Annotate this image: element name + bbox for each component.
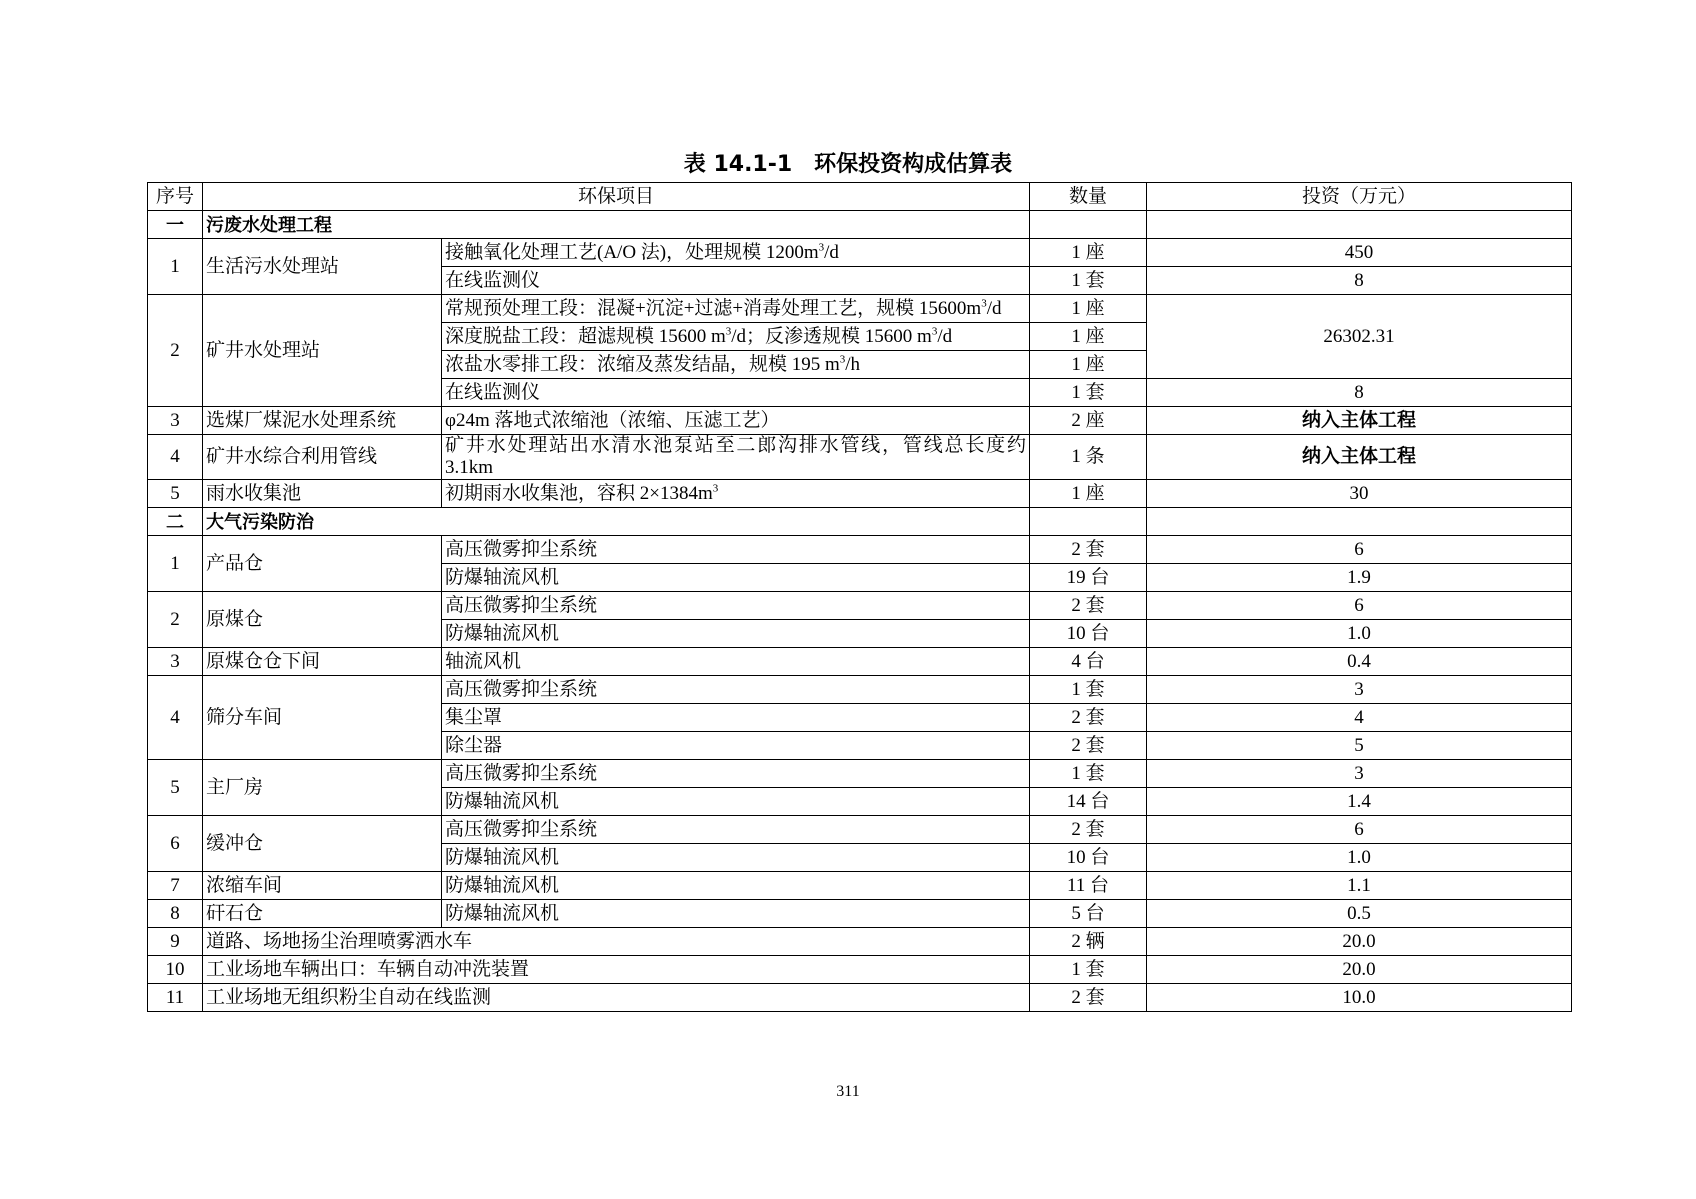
row-qty: 2 套 [1030,704,1147,732]
row-no: 11 [148,984,203,1012]
section-row [148,508,1572,536]
row-qty: 2 套 [1030,984,1147,1012]
row-invest: 5 [1147,732,1572,760]
row-desc: 防爆轴流风机 [442,900,1030,928]
empty-cell [1030,508,1147,536]
row-desc: 在线监测仪 [442,379,1030,407]
row-no: 2 [148,295,203,407]
table-row [148,984,1572,1012]
table-row [148,928,1572,956]
row-qty: 1 座 [1030,351,1147,379]
row-name: 浓缩车间 [203,872,442,900]
row-no: 6 [148,816,203,872]
row-invest: 6 [1147,592,1572,620]
table-row [148,295,1572,323]
superscript: 3 [981,297,987,310]
row-no: 7 [148,872,203,900]
row-desc [442,323,1030,351]
row-desc: 高压微雾抑尘系统 [442,676,1030,704]
row-qty: 2 套 [1030,536,1147,564]
table-title: 表 14.1-1 环保投资构成估算表 [683,152,1013,177]
row-invest: 20.0 [1147,956,1572,984]
page-number: 311 [836,1083,860,1100]
row-no: 2 [148,592,203,648]
row-desc: 高压微雾抑尘系统 [442,592,1030,620]
row-name: 筛分车间 [203,676,442,760]
row-invest: 1.4 [1147,788,1572,816]
section-no: 一 [148,211,203,239]
row-desc: 在线监测仪 [442,267,1030,295]
row-qty: 2 套 [1030,816,1147,844]
desc-text: /d [824,241,839,263]
row-no: 1 [148,536,203,592]
row-qty: 1 套 [1030,676,1147,704]
desc-text: 深度脱盐工段：超滤规模 15600 m [445,325,726,347]
row-qty: 11 台 [1030,872,1147,900]
row-qty: 2 辆 [1030,928,1147,956]
row-invest: 纳入主体工程 [1147,435,1572,480]
desc-text: /h [845,353,861,375]
row-no: 4 [148,676,203,760]
row-desc: 防爆轴流风机 [442,788,1030,816]
superscript: 3 [712,482,719,495]
row-qty: 1 座 [1030,323,1147,351]
row-no: 5 [148,760,203,816]
section-name: 污废水处理工程 [203,211,1030,239]
row-desc [442,295,1030,323]
row-desc [442,239,1030,267]
row-qty: 1 套 [1030,379,1147,407]
header-qty: 数量 [1030,183,1147,211]
table-header-row [148,183,1572,211]
row-desc: 高压微雾抑尘系统 [442,536,1030,564]
row-no: 10 [148,956,203,984]
row-desc: 工业场地车辆出口：车辆自动冲洗装置 [203,956,1030,984]
row-qty: 1 条 [1030,435,1147,480]
row-qty: 19 台 [1030,564,1147,592]
row-qty: 10 台 [1030,620,1147,648]
section-no: 二 [148,508,203,536]
row-invest: 10.0 [1147,984,1572,1012]
row-name: 生活污水处理站 [203,239,442,295]
row-invest: 1.1 [1147,872,1572,900]
row-no: 5 [148,480,203,508]
table-row [148,816,1572,844]
row-name: 产品仓 [203,536,442,592]
table-row [148,480,1572,508]
row-desc: 防爆轴流风机 [442,564,1030,592]
row-desc: 防爆轴流风机 [442,844,1030,872]
row-invest: 1.9 [1147,564,1572,592]
row-desc [442,351,1030,379]
header-no: 序号 [148,183,203,211]
table-row [148,900,1572,928]
row-invest: 1.0 [1147,844,1572,872]
row-desc: 防爆轴流风机 [442,872,1030,900]
table-row [148,956,1572,984]
empty-cell [1030,211,1147,239]
header-item: 环保项目 [203,183,1030,211]
table-row [148,407,1572,435]
section-name: 大气污染防治 [203,508,1030,536]
row-name: 矿井水综合利用管线 [203,435,442,480]
row-qty: 1 套 [1030,956,1147,984]
row-qty: 14 台 [1030,788,1147,816]
row-invest: 20.0 [1147,928,1572,956]
row-qty: 1 座 [1030,295,1147,323]
desc-text: 接触氧化处理工艺(A/O 法)，处理规模 1200m [445,241,819,263]
row-invest: 450 [1147,239,1572,267]
row-invest: 3 [1147,760,1572,788]
row-qty: 1 套 [1030,267,1147,295]
row-desc: 防爆轴流风机 [442,620,1030,648]
table-row [148,760,1572,788]
table-row [148,872,1572,900]
empty-cell [1147,211,1572,239]
desc-text: /d [937,325,953,347]
row-name: 缓冲仓 [203,816,442,872]
row-no: 3 [148,407,203,435]
superscript: 3 [818,241,825,254]
table-row [148,648,1572,676]
row-invest: 4 [1147,704,1572,732]
row-invest: 1.0 [1147,620,1572,648]
table-row [148,536,1572,564]
row-name: 原煤仓 [203,592,442,648]
row-invest: 3 [1147,676,1572,704]
header-invest: 投资（万元） [1147,183,1572,211]
row-desc: 除尘器 [442,732,1030,760]
row-no: 8 [148,900,203,928]
row-no: 3 [148,648,203,676]
row-qty: 1 座 [1030,480,1147,508]
row-desc: 矿井水处理站出水清水池泵站至二郎沟排水管线，管线总长度约 3.1km [442,435,1030,480]
desc-text: 初期雨水收集池，容积 2×1384m [445,482,713,504]
row-name: 雨水收集池 [203,480,442,508]
row-qty: 1 套 [1030,760,1147,788]
row-invest: 8 [1147,379,1572,407]
table-row [148,676,1572,704]
row-qty: 2 套 [1030,732,1147,760]
desc-text: /d [986,297,1002,319]
superscript: 3 [931,325,938,338]
superscript: 3 [725,325,732,338]
row-invest: 纳入主体工程 [1147,407,1572,435]
desc-text: 浓盐水零排工段：浓缩及蒸发结晶，规模 195 m [445,353,840,375]
row-no: 4 [148,435,203,480]
row-desc: φ24m 落地式浓缩池（浓缩、压滤工艺） [442,407,1030,435]
superscript: 3 [839,353,846,366]
row-desc [442,480,1030,508]
row-name: 主厂房 [203,760,442,816]
row-invest: 8 [1147,267,1572,295]
row-no: 9 [148,928,203,956]
row-qty: 1 座 [1030,239,1147,267]
row-desc: 道路、场地扬尘治理喷雾洒水车 [203,928,1030,956]
table-row [148,592,1572,620]
row-name: 矸石仓 [203,900,442,928]
row-invest: 30 [1147,480,1572,508]
investment-table [147,182,1572,1012]
table-row [148,239,1572,267]
row-qty: 4 台 [1030,648,1147,676]
desc-text: 常规预处理工段：混凝+沉淀+过滤+消毒处理工艺，规模 15600m [445,297,982,319]
row-qty: 2 座 [1030,407,1147,435]
row-desc: 高压微雾抑尘系统 [442,816,1030,844]
row-invest: 26302.31 [1147,295,1572,379]
row-name: 矿井水处理站 [203,295,442,407]
row-name: 原煤仓仓下间 [203,648,442,676]
row-desc: 集尘罩 [442,704,1030,732]
row-qty: 10 台 [1030,844,1147,872]
section-row [148,211,1572,239]
row-qty: 5 台 [1030,900,1147,928]
row-desc: 工业场地无组织粉尘自动在线监测 [203,984,1030,1012]
row-invest: 0.4 [1147,648,1572,676]
row-name: 选煤厂煤泥水处理系统 [203,407,442,435]
row-invest: 6 [1147,536,1572,564]
row-invest: 6 [1147,816,1572,844]
desc-text: /d；反渗透规模 15600 m [731,325,932,347]
row-invest: 0.5 [1147,900,1572,928]
empty-cell [1147,508,1572,536]
row-no: 1 [148,239,203,295]
row-desc: 高压微雾抑尘系统 [442,760,1030,788]
row-desc: 轴流风机 [442,648,1030,676]
table-row [148,435,1572,480]
row-qty: 2 套 [1030,592,1147,620]
